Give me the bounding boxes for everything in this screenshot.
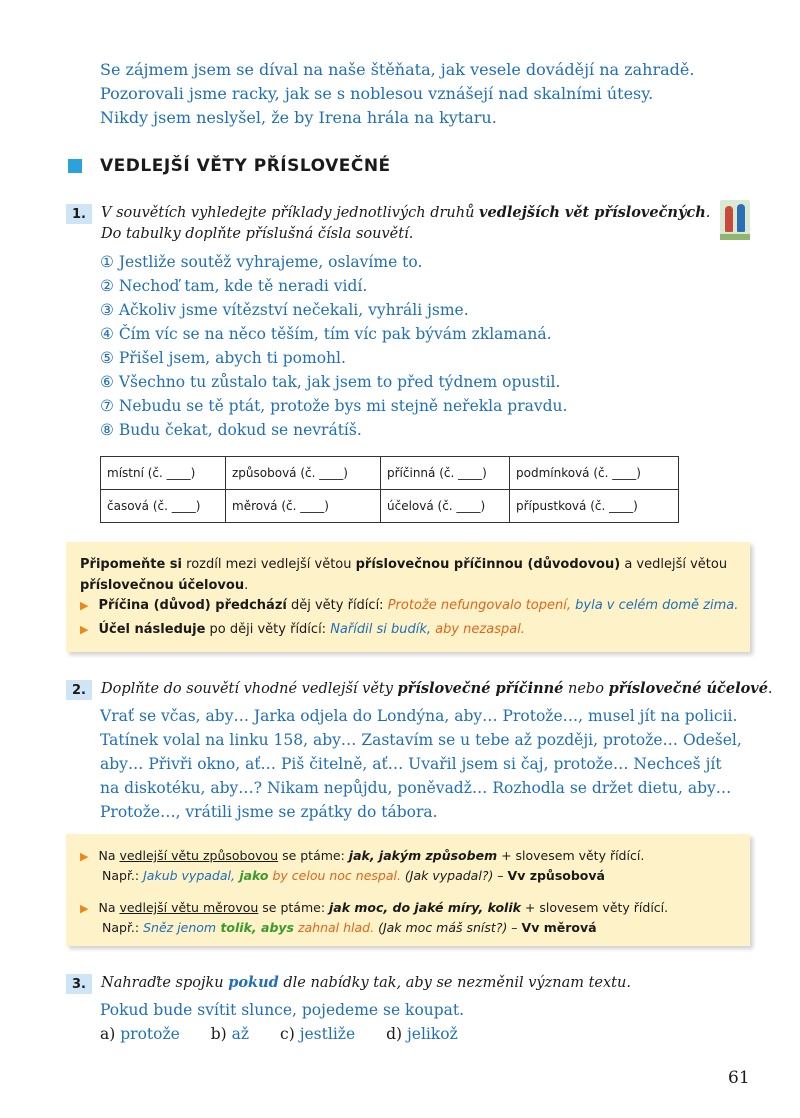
task2-instr-bold: příslovečné účelové: [608, 680, 768, 697]
task2-instr-bold: příslovečné příčinné: [397, 680, 564, 697]
info-example-manner: [102, 866, 605, 886]
intro-line: Nikdy jsem neslyšel, že by Irena hrála na kytaru.: [100, 108, 497, 127]
exercise-line: Protože…, vrátili jsme se zpátky do tábora.: [100, 803, 438, 821]
option-a[interactable]: [100, 1025, 180, 1043]
option-word: jestliže: [299, 1025, 356, 1043]
page-number: 61: [728, 1068, 750, 1088]
option-letter: b): [210, 1025, 227, 1043]
example-orange: zahnal hlad.: [293, 920, 375, 935]
example-green: jako: [234, 868, 269, 883]
task1-instr-end: .: [705, 205, 711, 221]
option-d[interactable]: [386, 1025, 458, 1043]
sentence-item: ④ Čím víc se na něco těším, tím víc pak bývám zklamaná.: [100, 325, 552, 343]
exercise-line: aby… Přivři okno, ať… Piš čitelně, ať… Uvařil jsem si čaj, protože… Nechceš jít: [100, 755, 722, 773]
example-blue: Sněz jenom: [143, 920, 217, 935]
sentence-item: ⑤ Přišel jsem, abych ti pomohl.: [100, 349, 346, 367]
reminder-text: .: [244, 578, 249, 593]
pair-work-icon: [720, 200, 750, 240]
reminder-bold: příslovečnou účelovou: [80, 578, 245, 593]
info-text: Na: [98, 900, 120, 915]
table-cell[interactable]: přípustková (č. ____): [510, 490, 679, 523]
task1-instr-text: V souvětích vyhledejte příklady jednotlivých druhů: [101, 205, 480, 221]
task2-exercise-text: [100, 704, 742, 824]
option-word: až: [231, 1025, 250, 1043]
section-heading: [68, 156, 391, 176]
task3-instr-keyword: pokud: [228, 974, 279, 991]
task1-instruction: [101, 202, 710, 245]
sentence-item: ① Jestliže soutěž vyhrajeme, oslavíme to.: [100, 253, 423, 271]
reminder-box: [66, 542, 750, 652]
task1-instr-bold: vedlejších vět příslovečných: [479, 204, 706, 221]
task3-instr-text: Nahraďte spojku: [101, 975, 229, 991]
example-question: (Jak vypadal?) –: [400, 868, 508, 883]
exercise-line: Vrať se včas, aby… Jarka odjela do Londýna, aby… Protože…, musel jít na policii.: [100, 707, 738, 725]
table-cell[interactable]: podmínková (č. ____): [510, 457, 679, 490]
table-row: [101, 490, 679, 523]
reminder-paragraph: [80, 554, 740, 596]
info-text: Na: [98, 848, 120, 863]
example-blue: Jakub vypadal,: [143, 868, 235, 883]
triangle-bullet-icon: ▶: [80, 902, 89, 915]
example-prefix: Např.:: [102, 920, 144, 935]
table-cell[interactable]: místní (č. ____): [101, 457, 226, 490]
intro-line: Se zájmem jsem se díval na naše štěňata, jak vesele dovádějí na zahradě.: [100, 60, 695, 79]
example-question: (Jak moc máš sníst?) –: [374, 920, 522, 935]
table-cell[interactable]: měrová (č. ____): [226, 490, 381, 523]
example-result: Vv měrová: [521, 920, 597, 935]
info-underlined: vedlejší větu způsobovou: [119, 848, 279, 863]
reminder-rule-cause: [80, 598, 738, 613]
sentence-item: ⑦ Nebudu se tě ptát, protože bys mi stejně neřekla pravdu.: [100, 397, 568, 415]
rule-bold: Účel následuje: [98, 622, 206, 637]
sentence-item: ⑥ Všechno tu zůstalo tak, jak jsem to před týdnem opustil.: [100, 373, 561, 391]
option-word: jelikož: [406, 1025, 458, 1043]
intro-lines: [100, 58, 720, 130]
task3-sentence: Pokud bude svítit slunce, pojedeme se koupat.: [100, 1001, 465, 1019]
info-text: + slovesem věty řídící.: [497, 848, 645, 863]
info-rule-measure: [80, 898, 668, 919]
info-rule-manner: [80, 846, 644, 867]
task-number-1: 1.: [66, 204, 92, 224]
sentence-item: ③ Ačkoliv jsme vítězství nečekali, vyhráli jsme.: [100, 301, 469, 319]
triangle-bullet-icon: ▶: [80, 623, 89, 636]
task3-instr-text: dle nabídky tak, aby se nezměnil význam textu.: [278, 975, 631, 991]
intro-line: Pozorovali jsme racky, jak se s noblesou vznášejí nad skalními útesy.: [100, 84, 654, 103]
info-text: se ptáme:: [258, 900, 330, 915]
reminder-text: rozdíl mezi vedlejší větou: [182, 557, 356, 572]
triangle-bullet-icon: ▶: [80, 599, 89, 612]
table-cell[interactable]: způsobová (č. ____): [226, 457, 381, 490]
rule-bold: Příčina (důvod) předchází: [98, 598, 287, 613]
task3-instruction: [101, 972, 631, 994]
task1-sentences: [100, 250, 567, 442]
table-row: [101, 457, 679, 490]
example-green: tolik,: [216, 920, 257, 935]
task-number-3: 3.: [66, 974, 92, 994]
table-cell[interactable]: účelová (č. ____): [381, 490, 510, 523]
option-b[interactable]: [211, 1025, 249, 1043]
info-example-measure: [102, 918, 597, 938]
info-question: jak moc, do jaké míry, kolik: [329, 900, 521, 915]
sentence-item: ② Nechoď tam, kde tě neradi vidí.: [100, 277, 368, 295]
option-c[interactable]: [280, 1025, 355, 1043]
sentence-item: ⑧ Budu čekat, dokud se nevrátíš.: [100, 421, 362, 439]
option-letter: c): [280, 1025, 295, 1043]
adverbial-types-table: [100, 456, 679, 523]
example-orange: by celou noc nespal.: [268, 868, 401, 883]
example-green: abys: [256, 920, 294, 935]
task-number-2: 2.: [66, 680, 92, 700]
option-letter: a): [100, 1025, 116, 1043]
reminder-bold: Připomeňte si: [80, 557, 183, 572]
section-square-icon: [68, 159, 82, 173]
rule-text: děj věty řídící:: [286, 598, 388, 613]
rule-text: po ději věty řídící:: [205, 622, 331, 637]
reminder-bold: příslovečnou příčinnou (důvodovou): [355, 557, 621, 572]
table-cell[interactable]: příčinná (č. ____): [381, 457, 510, 490]
task2-instr-text: Doplňte do souvětí vhodné vedlejší věty: [101, 681, 398, 697]
reminder-text: a vedlejší větou: [620, 557, 728, 572]
info-text: se ptáme:: [278, 848, 349, 863]
option-word: protože: [120, 1025, 180, 1043]
info-box: [66, 834, 750, 946]
task2-instr-text: nebo: [563, 681, 609, 697]
info-underlined: vedlejší větu měrovou: [119, 900, 259, 915]
example-blue: byla v celém domě zima.: [571, 598, 739, 613]
section-title: VEDLEJŠÍ VĚTY PŘÍSLOVEČNÉ: [100, 156, 391, 176]
triangle-bullet-icon: ▶: [80, 850, 89, 863]
example-result: Vv způsobová: [507, 868, 605, 883]
info-question: jak, jakým způsobem: [348, 848, 498, 863]
exercise-line: na diskotéku, aby…? Nikam nepůjdu, poněvadž… Rozhodla se držet dietu, aby…: [100, 779, 732, 797]
info-text: + slovesem věty řídící.: [520, 900, 669, 915]
task2-instruction: [101, 678, 773, 700]
exercise-line: Tatínek volal na linku 158, aby… Zastavím se u tebe až později, protože… Odešel,: [100, 731, 742, 749]
table-cell[interactable]: časová (č. ____): [101, 490, 226, 523]
example-orange: Protože nefungovalo topení,: [387, 598, 571, 613]
example-prefix: Např.:: [102, 868, 144, 883]
reminder-rule-purpose: [80, 622, 525, 637]
task2-instr-end: .: [767, 681, 773, 697]
example-blue: Nařídil si budík,: [330, 622, 431, 637]
task1-instr-line2: Do tabulky doplňte příslušná čísla souvětí.: [101, 226, 414, 242]
task3-options: [100, 1022, 484, 1046]
option-letter: d): [386, 1025, 403, 1043]
example-orange: aby nezaspal.: [431, 622, 525, 637]
